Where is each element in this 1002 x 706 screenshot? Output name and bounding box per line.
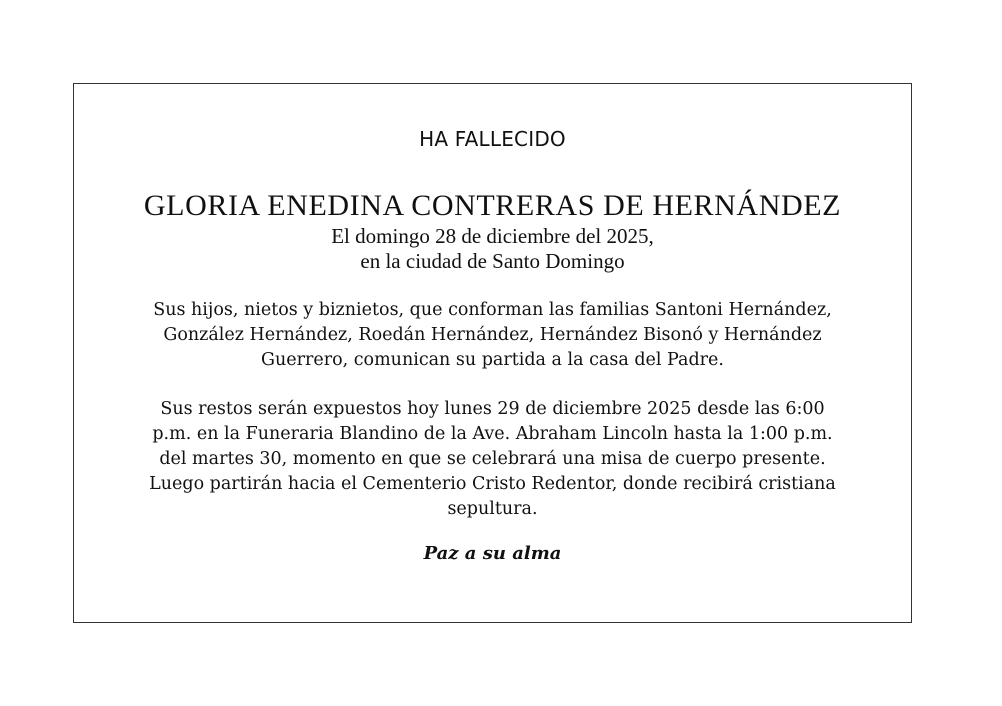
paragraph-line: p.m. en la Funeraria Blandino de la Ave. Abraham Lincoln hasta la 1:00 p.m. (152, 424, 833, 444)
paragraph-line: Guerrero, comunican su partida a la casa del Padre. (261, 350, 724, 370)
paragraph-line: del martes 30, momento en que se celebrará una misa de cuerpo presente. (159, 449, 826, 469)
paragraph-line: Sus hijos, nietos y biznietos, que conforman las familias Santoni Hernández, (153, 300, 832, 320)
date-of-death: El domingo 28 de diciembre del 2025, (331, 224, 654, 248)
paragraph-line: Sus restos serán expuestos hoy lunes 29 de diciembre 2025 desde las 6:00 (160, 399, 825, 419)
paragraph-line: sepultura. (447, 499, 538, 519)
service-paragraph (94, 397, 891, 522)
paragraph-line: Luego partirán hacia el Cementerio Cristo Redentor, donde recibirá cristiana (149, 474, 836, 494)
place-of-death: en la ciudad de Santo Domingo (360, 249, 625, 273)
deceased-name: GLORIA ENEDINA CONTRERAS DE HERNÁNDEZ (143, 189, 842, 222)
family-paragraph (94, 298, 891, 373)
obituary-card (73, 83, 912, 623)
notice-heading: HA FALLECIDO (419, 127, 566, 151)
closing-phrase: Paz a su alma (423, 543, 562, 564)
paragraph-line: González Hernández, Roedán Hernández, Hernández Bisonó y Hernández (163, 325, 822, 345)
